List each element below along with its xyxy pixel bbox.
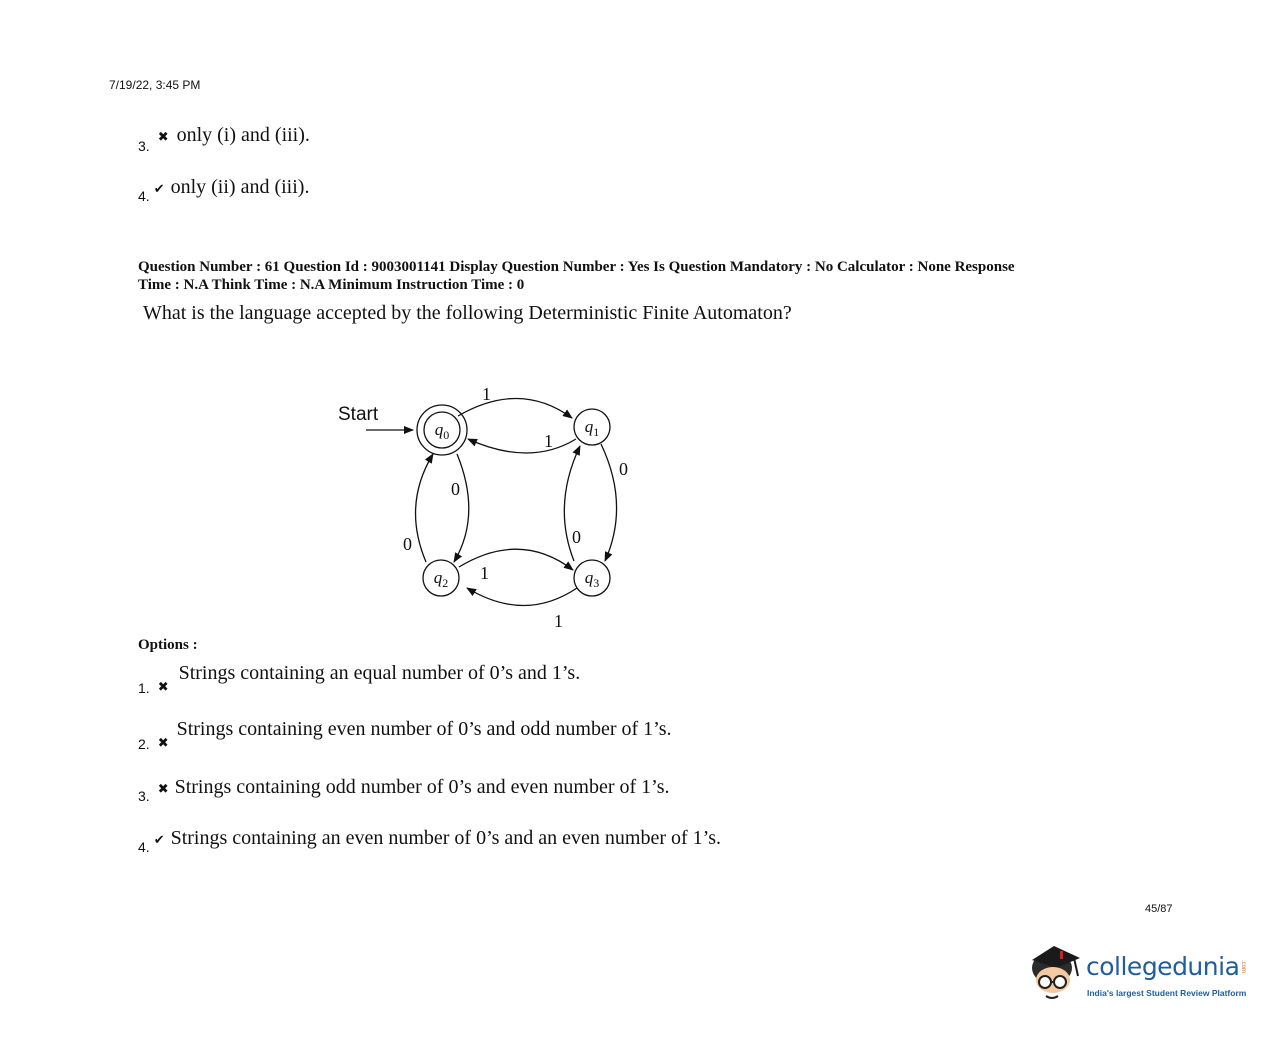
wrong-mark-icon: ✖	[157, 130, 169, 145]
question-meta-line2: Time : N.A Think Time : N.A Minimum Instruction Time : 0	[138, 277, 525, 293]
print-timestamp: 7/19/22, 3:45 PM	[109, 78, 201, 92]
edge-q0-q1	[458, 398, 572, 418]
edge-label-q3-q2: 1	[554, 611, 563, 631]
logo-com: .com	[1240, 960, 1246, 974]
correct-mark-icon: ✔	[153, 833, 165, 848]
option-text: Strings containing an equal number of 0’s and 1’s.	[178, 662, 581, 684]
prev-option-4	[138, 176, 310, 204]
edge-label-q3-q1: 0	[572, 527, 581, 547]
edge-label-q1-q0: 1	[544, 431, 553, 451]
option-text: Strings containing an even number of 0’s and an even number of 1’s.	[170, 827, 722, 849]
edge-label-q2-q3: 1	[480, 563, 489, 583]
state-q3-label: $q_3$	[584, 568, 600, 590]
wrong-mark-icon: ✖	[157, 736, 169, 751]
logo-name: collegedunia	[1086, 952, 1240, 981]
edge-label-q0-q1: 1	[482, 384, 491, 404]
wrong-mark-icon: ✖	[157, 782, 169, 797]
edge-q2-q0	[416, 454, 433, 562]
state-q2-label: $q_2$	[433, 568, 449, 590]
option-number: 3.	[138, 788, 150, 804]
edge-q0-q2	[454, 454, 469, 562]
option-number: 2.	[138, 736, 150, 752]
options-label: Options :	[138, 637, 198, 653]
option-text: Strings containing odd number of 0’s and even number of 1’s.	[174, 776, 670, 798]
question-metadata	[138, 258, 1138, 294]
option-number: 1.	[138, 680, 150, 696]
option-1	[138, 662, 581, 696]
logo-mascot-icon	[1024, 938, 1086, 1008]
question-text: What is the language accepted by the following Deterministic Finite Automaton?	[143, 302, 792, 324]
edge-q2-q3	[459, 549, 573, 570]
edge-label-q0-q2: 0	[451, 479, 460, 499]
option-text: Strings containing even number of 0’s and odd number of 1’s.	[176, 718, 672, 740]
edge-label-q2-q0: 0	[403, 534, 412, 554]
start-label: Start	[338, 404, 379, 425]
option-4	[138, 827, 722, 855]
page-number: 45/87	[1145, 903, 1173, 915]
dfa-diagram	[330, 375, 640, 635]
correct-mark-icon: ✔	[153, 182, 165, 197]
state-q1-label: $q_1$	[584, 417, 600, 439]
option-number: 4.	[138, 188, 150, 204]
wrong-mark-icon: ✖	[157, 680, 169, 695]
option-number: 3.	[138, 138, 150, 154]
question-meta-line1: Question Number : 61 Question Id : 9003001141 Display Question Number : Yes Is Question Mandatory : No Calculator : None Response	[138, 259, 1015, 275]
edge-q3-q2	[467, 588, 577, 606]
prev-option-3	[138, 124, 310, 154]
state-q0-label: $q_0$	[434, 420, 450, 442]
option-number: 4.	[138, 839, 150, 855]
edge-q1-q3	[601, 444, 617, 561]
option-text: only (i) and (iii).	[176, 124, 310, 146]
edge-label-q1-q3: 0	[619, 459, 628, 479]
logo-tagline: India's largest Student Review Platform	[1087, 988, 1247, 998]
edge-q1-q0	[468, 439, 576, 453]
option-3	[138, 776, 670, 804]
option-text: only (ii) and (iii).	[170, 176, 310, 198]
option-2	[138, 718, 672, 752]
